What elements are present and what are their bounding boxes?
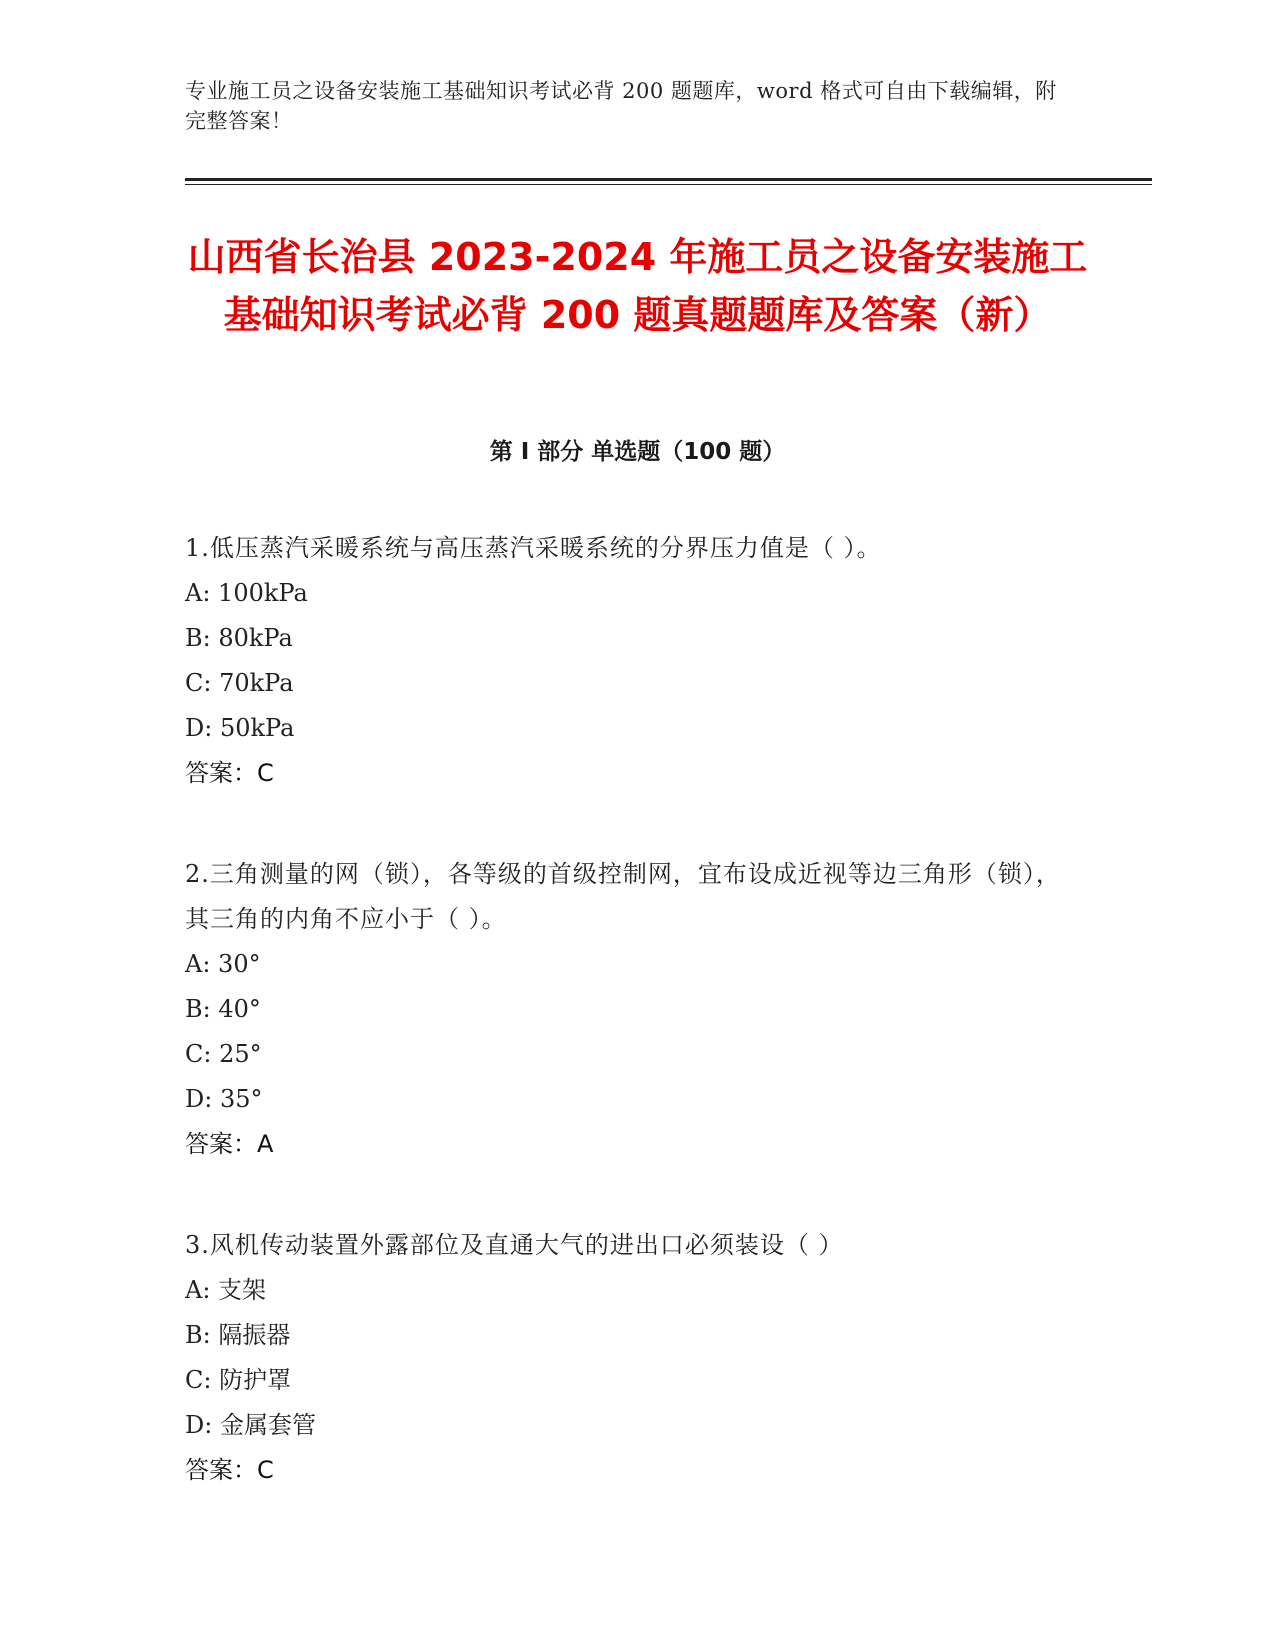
option-d: D: 50kPa xyxy=(185,714,295,742)
question-1 xyxy=(185,526,1065,796)
option-b: B: 隔振器 xyxy=(185,1321,291,1349)
header-rule-thick xyxy=(185,178,1152,181)
answer-line: 答案：A xyxy=(185,1130,274,1158)
document-title: 山西省长治县 2023-2024 年施工员之设备安装施工基础知识考试必背 200 题真题题库及答案（新） xyxy=(187,235,1088,337)
option-d: D: 金属套管 xyxy=(185,1411,316,1439)
option-c: C: 25° xyxy=(185,1040,262,1068)
option-d: D: 35° xyxy=(185,1085,263,1113)
question-text: 1.低压蒸汽采暖系统与高压蒸汽采暖系统的分界压力值是（ ）。 xyxy=(185,534,882,562)
question-list xyxy=(185,526,1065,1549)
question-3 xyxy=(185,1223,1065,1493)
header-note: 专业施工员之设备安装施工基础知识考试必背 200 题题库，word 格式可自由下载编辑，附完整答案！ xyxy=(185,79,1057,133)
option-a: A: 100kPa xyxy=(185,579,308,607)
header-rule-thin xyxy=(185,184,1152,185)
question-2 xyxy=(185,852,1065,1167)
answer-line: 答案：C xyxy=(185,1456,274,1484)
option-c: C: 70kPa xyxy=(185,669,294,697)
question-text: 2.三角测量的网（锁），各等级的首级控制网，宜布设成近视等边三角形（锁），其三角的内角不应小于（ ）。 xyxy=(185,860,1061,933)
question-text: 3.风机传动装置外露部位及直通大气的进出口必须装设（ ） xyxy=(185,1231,844,1259)
option-b: B: 40° xyxy=(185,995,261,1023)
option-a: A: 30° xyxy=(185,950,261,978)
option-b: B: 80kPa xyxy=(185,624,293,652)
answer-line: 答案：C xyxy=(185,759,274,787)
section-title: 第 I 部分 单选题（100 题） xyxy=(489,439,786,465)
option-c: C: 防护罩 xyxy=(185,1366,292,1394)
option-a: A: 支架 xyxy=(185,1276,267,1304)
